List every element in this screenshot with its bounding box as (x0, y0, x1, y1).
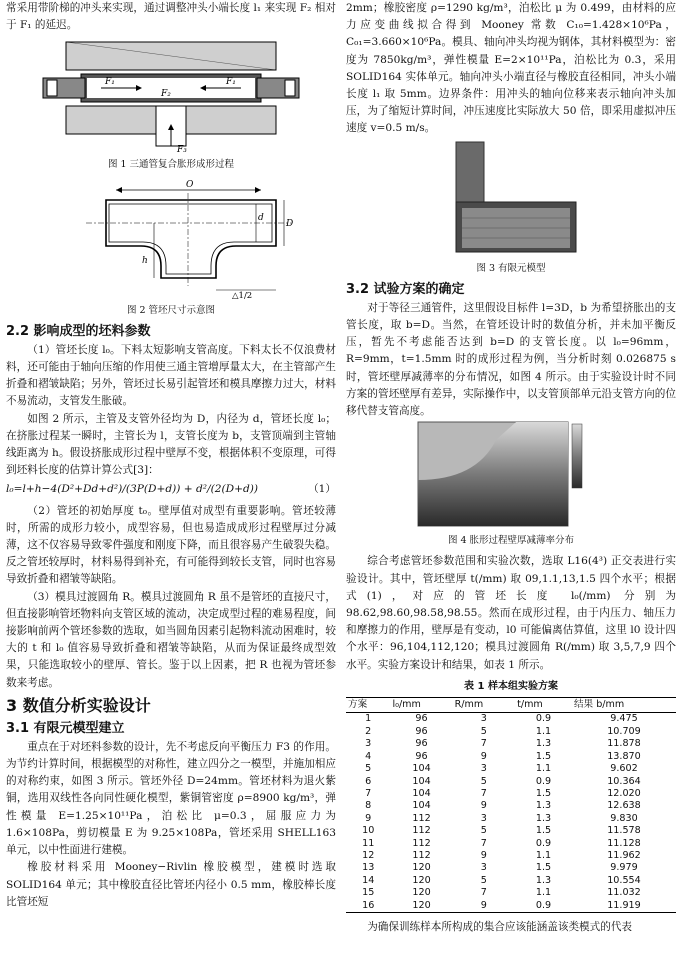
table-cell: 13.870 (607, 750, 641, 762)
table-cell: 6 (365, 775, 372, 787)
fig2-label-d-outer: D (286, 218, 294, 229)
table-cell: 11.128 (607, 837, 641, 849)
table-cell: 3 (480, 812, 487, 824)
table-1-experiment-plan (346, 697, 676, 913)
table-cell: 104 (412, 775, 431, 787)
table-cell: 12 (362, 849, 375, 861)
table-cell: 1.1 (535, 887, 552, 899)
table-cell: 5 (480, 775, 487, 787)
table-cell: 104 (412, 800, 431, 812)
table-cell: 112 (412, 825, 431, 837)
table-cell: 112 (412, 849, 431, 861)
table-body (346, 713, 676, 913)
table-cell: 1.5 (535, 750, 552, 762)
table-cell: 15 (362, 887, 375, 899)
table-cell: 7 (480, 837, 487, 849)
paragraph-die-fillet: （3）模具过渡圆角 R。模具过渡圆角 R 虽不是管坯的直接尺寸，但直接影响管坯物料向支管区域的流动，决定成型过程的难易程度，间接影响前两个管坯参数的选取，如当圆角因素引起物料流动困难时，较大的 t 和 l₀ 值容易导致折叠和褶皱等缺陷，从而为保证最终成型效果，只能选取较小的壁厚、管长。鉴于以上因素，把 R 也视为管坯参数来考虑。 (6, 590, 336, 689)
formula-1 (6, 481, 336, 498)
table-cell: 96 (415, 750, 428, 762)
figure-2-caption: 图 2 管坯尺寸示意图 (126, 304, 216, 316)
table-header-plan: 方案 (346, 698, 390, 713)
section-3-heading: 3 数值分析实验设计 (6, 695, 151, 715)
paragraph-test-plan: 对于等径三通管件，这里假设目标件 l=3D，b 为希望挤胀出的支管长度，取 b=D。当然，在管坯设计时的数值分析，并未加平衡反压，暂先不考虑能否达到 b=D 的支管长度。以 l₀=96mm，R=9mm，t=1.5mm 时的成形过程为例，当分析时刻 0.026875 s 时，管坯壁厚减薄率的分布情况，如图 4 所示。由于实验设计时不同方案的管坯壁厚有差异，实际操作中，以支管顶部单元沿支管方向的位移代替支管高度。 (346, 301, 676, 418)
table-cell: 104 (412, 787, 431, 799)
table-cell: 96 (415, 713, 428, 725)
fig1-label-f3: F₃ (177, 145, 187, 155)
table-header-row (346, 698, 676, 713)
fig2-label-h: h (142, 255, 148, 266)
table-cell: 9.830 (610, 812, 638, 824)
table-cell: 1.5 (535, 825, 552, 837)
table-header-result: 结果 b/mm (572, 698, 676, 713)
table-cell: 11.578 (607, 825, 641, 837)
table-cell: 7 (480, 738, 487, 750)
paragraph-volume-principle: 如图 2 所示，主管及支管外径均为 D，内径为 d，管坯长度 l₀；在挤胀过程某一瞬时，主管长为 l，支管长度为 b，支管顶端到主管轴线距离为 h。假设挤胀成形过程中壁厚不变，根据体积不变原理，可得到坯料长度的估算计算公式[3]： (6, 412, 336, 477)
section-3-2-heading: 3.2 试验方案的确定 (346, 281, 465, 297)
formula-1-expression: l₀=l+h−4(D²+Dd+d²)/(3P(D+d)) + d²/(2(D+d)) (6, 483, 259, 496)
table-cell: 1.1 (535, 725, 552, 737)
paragraph-rubber-model: 橡胶材料采用 Mooney−Rivlin 橡胶模型，建模时选取 SOLID164 单元；其中橡胶直径比管坯内径小 0.5 mm，橡胶棒长度比管坯短 (6, 861, 336, 908)
table-cell: 9 (480, 849, 487, 861)
table-cell: 9.602 (610, 763, 638, 775)
table-cell: 0.9 (535, 775, 552, 787)
table-1-title: 表 1 样本组实验方案 (464, 680, 558, 692)
table-cell: 9.979 (610, 862, 638, 874)
fig2-label-delta: △1/2 (232, 290, 253, 300)
table-cell: 4 (365, 750, 372, 762)
table-cell: 11.962 (607, 849, 641, 861)
table-cell: 3 (480, 713, 487, 725)
table-cell: 3 (365, 738, 372, 750)
paragraph-fem-model: 重点在于对坯料参数的设计，先不考虑反向平衡压力 F3 的作用。为节约计算时间，根据模型的对称性，建立四分之一模型，并施加相应的对称约束，如图 3 所示。管坯外径 D=24mm。管坯材料为退火紫铜，选用双线性各向同性硬化模型，紫铜管密度 ρ=8900 kg/m³，弹性模量 E=1.25×10¹¹Pa，泊松比 μ=0.3，屈服应力为 1.6×108Pa，剪切模量 E 为 9.25×108Pa，管坯采用 SHELL163 单元，以中性面进行建模。 (6, 740, 336, 857)
left-column (6, 0, 336, 911)
table-row (346, 850, 676, 862)
table-cell: 8 (365, 800, 372, 812)
right-column (346, 0, 676, 936)
table-cell: 3 (480, 862, 487, 874)
figure-2-diagram (46, 178, 296, 300)
figure-4-caption: 图 4 胀形过程壁厚减薄率分布 (447, 535, 575, 547)
paragraph-orthogonal-design: 综合考虑管坯参数范围和实验次数，选取 L16(4³) 正交表进行实验设计。其中，管坯壁厚 t(/mm) 取 09,1.1,13,1.5 四个水平；根据式(1)，对应的管坯长度 l₀(/mm) 分别为 98.62,98.60,98.58,98.55。然而在成形过程，由于内压力、轴压力和摩擦力的作用，壁厚是有变动，l0 可能偏离估算值，这里 l0 设计四个水平：96,104,112,120；模具过渡圆角 R(/mm) 取 3,5,7,9 四个水平。实验方案设计和结果，如表 1 所示。 (346, 555, 676, 671)
table-cell: 120 (412, 874, 431, 886)
table-cell: 2 (365, 725, 372, 737)
table-row (346, 887, 676, 899)
table-row (346, 900, 676, 913)
table-cell: 11.919 (572, 900, 676, 913)
table-row (346, 813, 676, 825)
table-cell: 10 (362, 825, 375, 837)
table-cell: 0.9 (535, 837, 552, 849)
table-cell: 3 (480, 763, 487, 775)
table-row (346, 800, 676, 812)
table-cell: 112 (412, 812, 431, 824)
table-cell: 13 (362, 862, 375, 874)
table-header-length: l₀/mm (390, 698, 452, 713)
table-cell: 14 (362, 874, 375, 886)
fig1-label-f1-left: F₁ (105, 77, 115, 88)
table-cell: 5 (480, 725, 487, 737)
paragraph-training-samples: 为确保训练样本所构成的集合应该能涵盖该类模式的代表 (367, 920, 633, 933)
table-cell: 7 (480, 787, 487, 799)
table-cell: 1.3 (535, 874, 552, 886)
table-cell: 10.364 (607, 775, 641, 787)
table-cell: 1.5 (535, 787, 552, 799)
fig1-label-f2: F₂ (161, 89, 171, 100)
table-row (346, 838, 676, 850)
table-cell: 16 (346, 900, 390, 913)
formula-1-number: （1） (308, 483, 336, 496)
table-cell: 1 (365, 713, 372, 725)
table-row (346, 776, 676, 788)
table-cell: 104 (412, 763, 431, 775)
table-cell: 1.3 (535, 800, 552, 812)
table-cell: 11.878 (607, 738, 641, 750)
figure-3-fem-model (436, 138, 586, 258)
table-cell: 9 (480, 750, 487, 762)
table-cell: 1.3 (535, 812, 552, 824)
paragraph-initial-thickness: （2）管坯的初始厚度 t₀。壁厚值对成型有重要影响。管坯较薄时，所需的成形力较小，成型容易，但也易造成成形过程壁厚过分减薄，这不仅容易导致零件强度和刚度下降，而且很容易产生破裂失稳。反之管坯较厚时，材料易得到补充，有可能得到较长支管，同时也容易导致折叠和褶皱等缺陷。 (6, 504, 336, 586)
table-cell: 7 (365, 787, 372, 799)
figure-1-caption: 图 1 三通管复合胀形成形过程 (107, 159, 235, 171)
table-cell: 9 (480, 800, 487, 812)
paragraph-material-params: 2mm；橡胶密度 ρ=1290 kg/m³，泊松比 μ 为 0.499，由材料的应力应变曲线拟合得到 Mooney 常数 C₁₀=1.428×10⁶Pa，C₀₁=3.660×10⁶Pa。模具、轴向冲头均视为钢体，其材料模型为：密度为 7850kg/m³，弹性模量 E=2×10¹¹Pa，泊松比为 0.3，采用 SOLID164 实体单元。轴向冲头小端直径与橡胶直径相同，冲头小端长度 l₁ 取 5mm。边界条件：用冲头的轴向位移来表示轴向冲头加压，为了缩短计算时间，冲压速度比实际放大 50 倍，即采用虚拟冲压速度 v=0.5 m/s。 (346, 2, 676, 135)
table-row (346, 726, 676, 738)
table-cell: 5 (480, 825, 487, 837)
table-row (346, 875, 676, 887)
table-cell: 96 (415, 738, 428, 750)
table-cell: 10.554 (607, 874, 641, 886)
table-row (346, 713, 676, 726)
table-cell: 120 (412, 862, 431, 874)
paragraph-tube-length: （1）管坯长度 l₀。下料太短影响支管高度。下料太长不仅浪费材料，还可能由于轴向压缩的作用使三通主管增厚量太大，在主管部产生折叠和褶皱缺陷；另外，管坯过长易引起管坯和模具摩擦力过大，材料不易流动，支管发生胀破。 (6, 343, 336, 408)
section-3-1-heading: 3.1 有限元模型建立 (6, 720, 125, 736)
table-row (346, 738, 676, 750)
table-cell: 11.032 (607, 887, 641, 899)
table-row (346, 763, 676, 775)
table-cell: 5 (480, 874, 487, 886)
table-cell: 7 (480, 887, 487, 899)
table-cell: 96 (415, 725, 428, 737)
table-cell: 0.9 (515, 900, 572, 913)
table-cell: 12.020 (607, 787, 641, 799)
fig2-label-o: O (186, 179, 194, 190)
figure-1-diagram (41, 34, 301, 154)
fig1-label-f1-right: F₁ (226, 77, 236, 88)
table-cell: 12.638 (607, 800, 641, 812)
table-cell: 1.1 (535, 763, 552, 775)
table-header-radius: R/mm (453, 698, 515, 713)
table-cell: 120 (390, 900, 452, 913)
table-cell: 112 (412, 837, 431, 849)
table-header-thickness: t/mm (515, 698, 572, 713)
table-cell: 11 (362, 837, 375, 849)
table-cell: 9 (365, 812, 372, 824)
table-cell: 1.1 (535, 849, 552, 861)
table-cell: 5 (365, 763, 372, 775)
fig2-label-d-inner: d (258, 212, 264, 223)
figure-4-thinning-plot (416, 420, 606, 530)
table-row (346, 788, 676, 800)
table-row (346, 751, 676, 763)
table-cell: 10.709 (607, 725, 641, 737)
figure-3-caption: 图 3 有限元模型 (476, 262, 546, 274)
table-cell: 0.9 (535, 713, 552, 725)
table-cell: 9.475 (610, 713, 638, 725)
table-cell: 1.5 (535, 862, 552, 874)
table-row (346, 825, 676, 837)
intro-paragraph: 常采用带阶梯的冲头来实现，通过调整冲头小端长度 l₁ 来实现 F₂ 相对于 F₁ 的延迟。 (6, 2, 336, 32)
table-cell: 9 (453, 900, 515, 913)
table-cell: 1.3 (535, 738, 552, 750)
table-row (346, 862, 676, 874)
table-cell: 120 (412, 887, 431, 899)
section-2-2-heading: 2.2 影响成型的坯料参数 (6, 323, 151, 339)
